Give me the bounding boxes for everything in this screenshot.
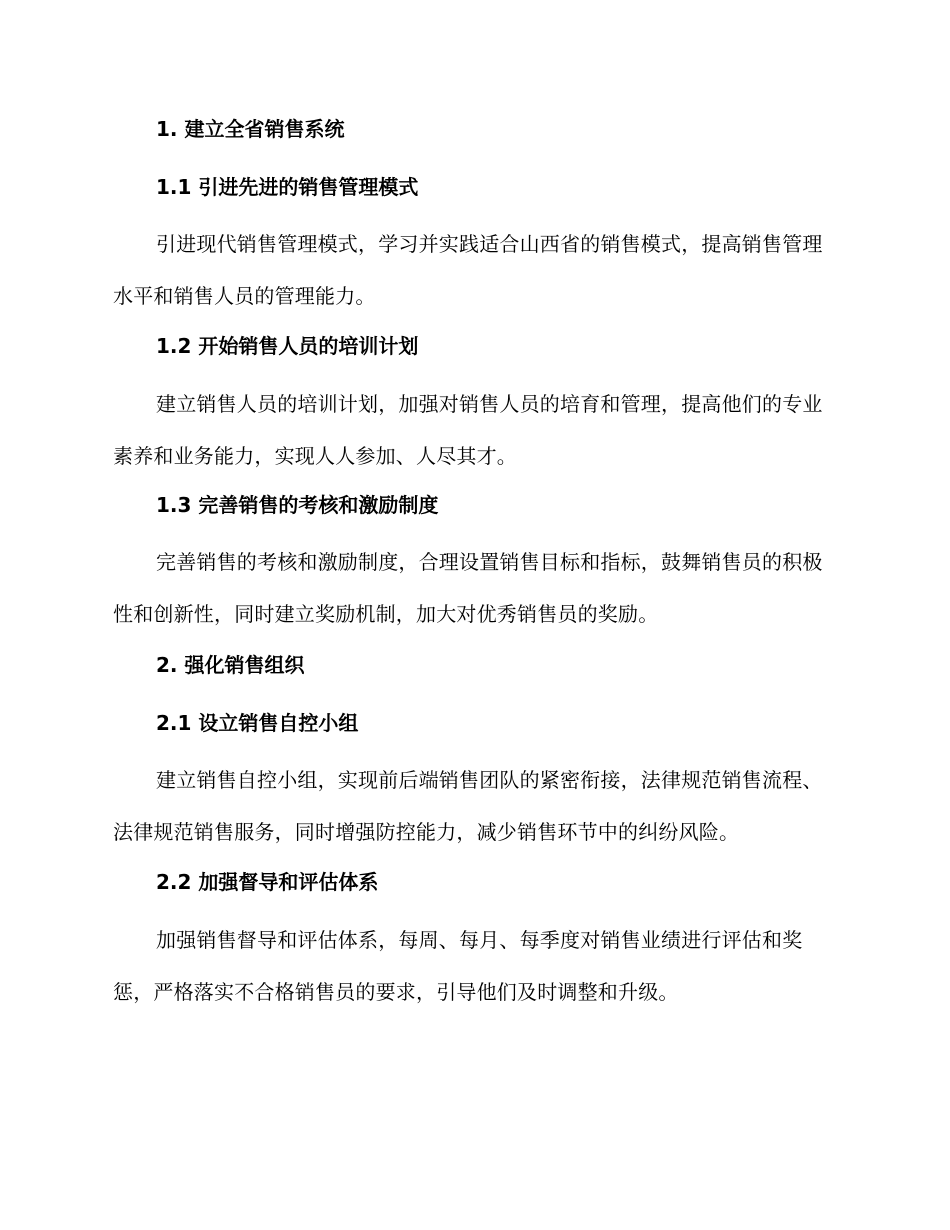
subsection-heading-1-1: 1.1 引进先进的销售管理模式 — [156, 175, 419, 199]
paragraph-1-1: 引进现代销售管理模式，学习并实践适合山西省的销售模式，提高销售管理水平和销售人员的管理能力。 — [113, 232, 823, 308]
subsection-heading-2-2: 2.2 加强督导和评估体系 — [156, 870, 379, 894]
paragraph-1-2: 建立销售人员的培训计划，加强对销售人员的培育和管理，提高他们的专业素养和业务能力，实现人人参加、人尽其才。 — [113, 392, 823, 468]
paragraph-1-3: 完善销售的考核和激励制度，合理设置销售目标和指标，鼓舞销售员的积极性和创新性，同时建立奖励机制，加大对优秀销售员的奖励。 — [113, 550, 823, 626]
section-heading-2: 2. 强化销售组织 — [156, 653, 305, 677]
subsection-heading-2-1: 2.1 设立销售自控小组 — [156, 711, 359, 735]
paragraph-2-1: 建立销售自控小组，实现前后端销售团队的紧密衔接，法律规范销售流程、法律规范销售服务，同时增强防控能力，减少销售环节中的纠纷风险。 — [113, 768, 823, 844]
paragraph-2-2: 加强销售督导和评估体系，每周、每月、每季度对销售业绩进行评估和奖惩，严格落实不合格销售员的要求，引导他们及时调整和升级。 — [113, 928, 803, 1004]
subsection-heading-1-2: 1.2 开始销售人员的培训计划 — [156, 334, 419, 358]
subsection-heading-1-3: 1.3 完善销售的考核和激励制度 — [156, 493, 439, 517]
section-heading-1: 1. 建立全省销售系统 — [156, 117, 345, 141]
